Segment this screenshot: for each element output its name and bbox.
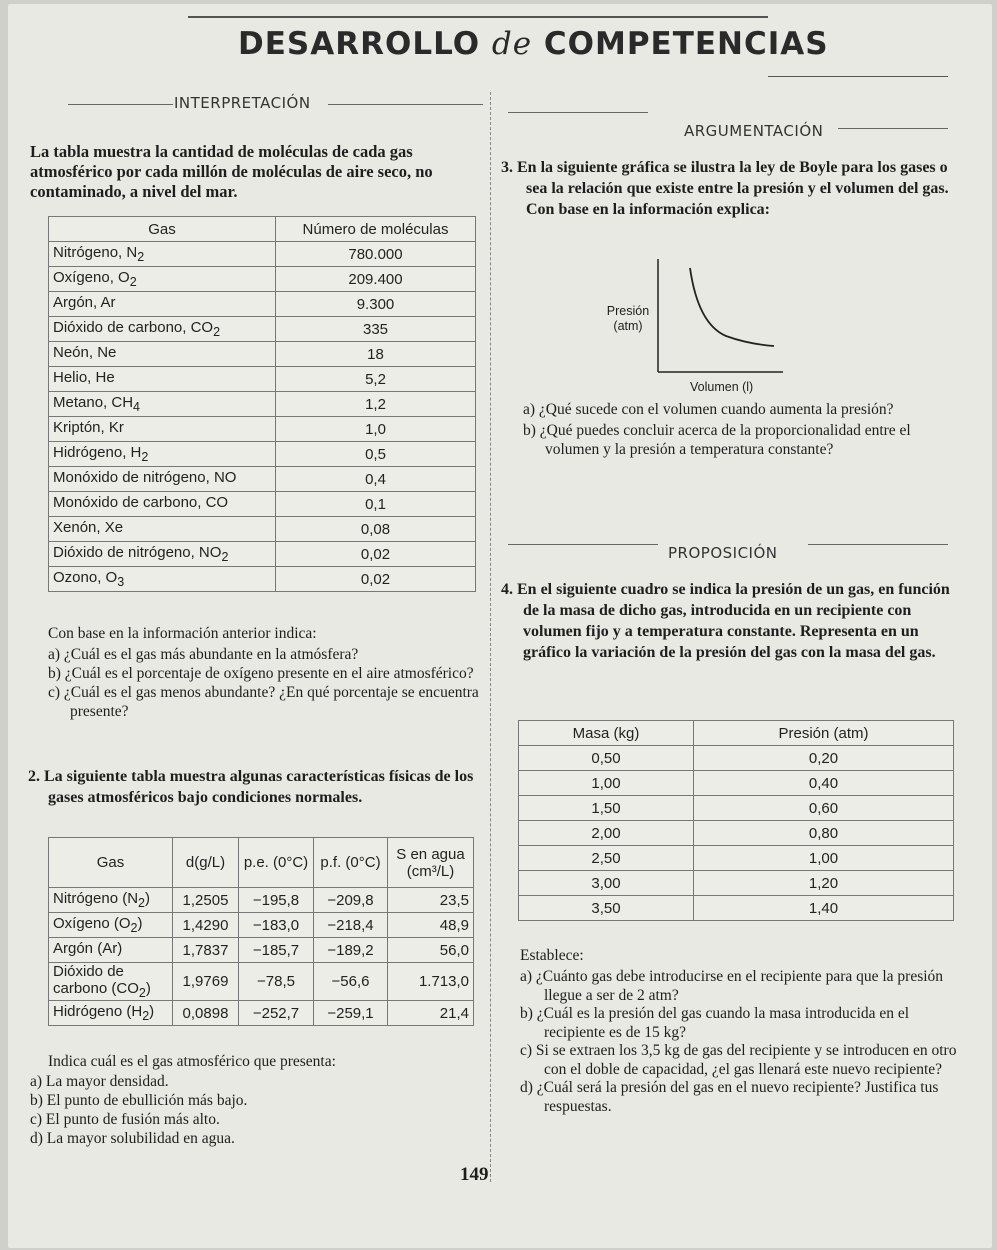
table-row	[49, 567, 476, 592]
gas-name-cell	[49, 938, 173, 963]
gas-subscript: 4	[133, 400, 140, 414]
table-row	[49, 542, 476, 567]
melting-point-cell: −189,2	[314, 938, 388, 963]
table-row	[49, 392, 476, 417]
table-gas-molecules	[48, 216, 476, 592]
gas-name-cell	[49, 267, 276, 292]
gas-name: Helio, He	[53, 369, 115, 386]
prop-rule-right	[808, 544, 948, 545]
gas-name: Dióxido de carbono, CO	[53, 319, 214, 336]
boiling-point-cell: −195,8	[239, 888, 314, 913]
gas-name: Dióxido de nitrógeno, NO	[53, 544, 222, 561]
question-4a: a) ¿Cuánto gas debe introducirse en el recipiente para que la presión llegue a ser de 2 atm?	[520, 968, 944, 1004]
molecule-count-cell: 18	[276, 342, 476, 367]
gas-name: Kriptón, Kr	[53, 419, 124, 436]
question-1-body: La tabla muestra la cantidad de moléculas de cada gas atmosférico por cada millón de moléculas de aire seco, no contaminado, a nivel del mar.	[30, 142, 433, 201]
pressure-cell: 1,00	[694, 846, 954, 871]
melting-point-cell: −56,6	[314, 963, 388, 1001]
question-4-intro: Establece:	[520, 947, 584, 964]
question-2d: d) La mayor solubilidad en agua.	[30, 1130, 235, 1147]
molecule-count-cell: 0,5	[276, 442, 476, 467]
question-2-list	[30, 1072, 470, 1148]
solubility-cell: 56,0	[388, 938, 474, 963]
boyle-law-graph	[648, 254, 788, 379]
density-cell: 1,2505	[173, 888, 239, 913]
density-cell: 1,7837	[173, 938, 239, 963]
gas-name-cell	[49, 242, 276, 267]
t2-header-gas: Gas	[49, 838, 173, 888]
gas-name-cell	[49, 292, 276, 317]
table-row	[49, 1001, 474, 1026]
boiling-point-cell: −252,7	[239, 1001, 314, 1026]
section-proposicion: PROPOSICIÓN	[668, 544, 778, 562]
gas-name-cell	[49, 317, 276, 342]
gas-subscript: 2	[221, 550, 229, 564]
col-header-moleculas: Número de moléculas	[276, 217, 476, 242]
t2-header-boiling: p.e. (0°C)	[239, 838, 314, 888]
table-row	[49, 242, 476, 267]
table-mass-pressure	[518, 720, 954, 921]
table-row	[49, 267, 476, 292]
gas-name: Monóxido de nitrógeno, NO	[53, 469, 237, 486]
textbook-page	[8, 4, 992, 1248]
mass-cell: 2,50	[519, 846, 694, 871]
solubility-cell: 23,5	[388, 888, 474, 913]
mass-cell: 1,50	[519, 796, 694, 821]
molecule-count-cell: 0,4	[276, 467, 476, 492]
question-4-text: 4. En el siguiente cuadro se indica la presión de un gas, en función de la masa de dicho gas, introducida en un recipiente con volumen fijo y a temperatura constante. Representa en un gráfico la variación de la presión del gas con la masa del gas.	[501, 581, 950, 661]
table-row	[519, 746, 954, 771]
title-word-de: de	[491, 26, 533, 62]
molecule-count-cell: 335	[276, 317, 476, 342]
gas-name: Hidrógeno, H	[53, 444, 142, 461]
gas-name-cell	[49, 913, 173, 938]
gas-name-cell	[49, 517, 276, 542]
solubility-cell: 1.713,0	[388, 963, 474, 1001]
table-row	[49, 938, 474, 963]
gas-name-part: )	[149, 1003, 155, 1020]
question-4-list	[520, 968, 958, 1116]
question-2b: b) El punto de ebullición más bajo.	[30, 1092, 248, 1109]
table-gas-properties	[48, 837, 474, 1026]
table-row	[49, 342, 476, 367]
mass-cell: 1,00	[519, 771, 694, 796]
interp-rule-right	[328, 104, 483, 105]
col-header-gas: Gas	[49, 217, 276, 242]
table-header-row	[49, 217, 476, 242]
title-word-1: DESARROLLO	[238, 26, 481, 62]
question-2a: a) La mayor densidad.	[30, 1073, 169, 1090]
gas-subscript: 2	[142, 1009, 150, 1023]
question-1-list	[48, 645, 488, 721]
gas-name-part: Dióxido de carbono (CO	[53, 963, 139, 997]
gas-name-part: )	[137, 915, 143, 932]
pressure-cell: 1,40	[694, 896, 954, 921]
table-row	[519, 846, 954, 871]
gas-name-cell	[49, 417, 276, 442]
question-3-text: 3. En la siguiente gráfica se ilustra la ley de Boyle para los gases o sea la relación que existe entre la presión y el volumen del gas. Con base en la información explica:	[501, 159, 949, 218]
question-2-text: 2. La siguiente tabla muestra algunas características físicas de los gases atmosféricos bajo condiciones normales.	[28, 768, 474, 806]
table-row	[49, 492, 476, 517]
question-1b: b) ¿Cuál es el porcentaje de oxígeno presente en el aire atmosférico?	[48, 665, 474, 682]
arg-rule-right	[838, 128, 948, 129]
gas-subscript: 3	[117, 575, 125, 589]
molecule-count-cell: 9.300	[276, 292, 476, 317]
table-row	[519, 896, 954, 921]
table3-header-row	[519, 721, 954, 746]
table-row	[49, 467, 476, 492]
table-row	[49, 317, 476, 342]
question-2c: c) El punto de fusión más alto.	[30, 1111, 220, 1128]
gas-subscript: 2	[141, 450, 149, 464]
mass-cell: 3,00	[519, 871, 694, 896]
question-1-intro: Con base en la información anterior indica:	[48, 625, 317, 642]
graph-y-label-2: (atm)	[613, 319, 643, 333]
gas-name-part: Oxígeno (O	[53, 915, 131, 932]
arg-rule-left	[508, 112, 648, 113]
table-row	[49, 963, 474, 1001]
question-3-list	[523, 400, 955, 459]
table-gas-properties-body	[49, 888, 474, 1026]
gas-name-part: Hidrógeno (H	[53, 1003, 143, 1020]
page-number: 149	[460, 1164, 489, 1185]
boiling-point-cell: −185,7	[239, 938, 314, 963]
molecule-count-cell: 0,02	[276, 542, 476, 567]
table-gas-molecules-body	[49, 242, 476, 592]
t2-header-melting: p.f. (0°C)	[314, 838, 388, 888]
t2-header-density: d(g/L)	[173, 838, 239, 888]
molecule-count-cell: 0,02	[276, 567, 476, 592]
table-mass-pressure-body	[519, 746, 954, 921]
gas-name-cell	[49, 442, 276, 467]
question-4d: d) ¿Cuál será la presión del gas en el nuevo recipiente? Justifica tus respuestas.	[520, 1079, 939, 1115]
melting-point-cell: −209,8	[314, 888, 388, 913]
gas-subscript: 2	[138, 896, 145, 910]
gas-name: Oxígeno, O	[53, 269, 130, 286]
table-row	[49, 888, 474, 913]
gas-name: Ozono, O	[53, 569, 118, 586]
gas-name-cell	[49, 392, 276, 417]
gas-name-cell	[49, 963, 173, 1001]
gas-name-cell	[49, 342, 276, 367]
gas-name-part: )	[145, 890, 150, 907]
mass-cell: 2,00	[519, 821, 694, 846]
title-rule-top	[188, 16, 768, 18]
graph-y-label-1: Presión	[606, 304, 650, 318]
molecule-count-cell: 1,0	[276, 417, 476, 442]
gas-name-cell	[49, 1001, 173, 1026]
table-row	[519, 771, 954, 796]
question-1c: c) ¿Cuál es el gas menos abundante? ¿En qué porcentaje se encuentra presente?	[48, 684, 479, 720]
t3-header-masa: Masa (kg)	[519, 721, 694, 746]
gas-name: Xenón, Xe	[53, 519, 124, 536]
density-cell: 0,0898	[173, 1001, 239, 1026]
molecule-count-cell: 780.000	[276, 242, 476, 267]
question-3a: a) ¿Qué sucede con el volumen cuando aumenta la presión?	[523, 401, 894, 418]
gas-name-cell	[49, 367, 276, 392]
question-4b: b) ¿Cuál es la presión del gas cuando la masa introducida en el recipiente es de 15 kg?	[520, 1005, 910, 1041]
boiling-point-cell: −183,0	[239, 913, 314, 938]
interp-rule-left	[68, 104, 173, 105]
gas-subscript: 2	[137, 250, 145, 264]
boiling-point-cell: −78,5	[239, 963, 314, 1001]
title-rule-bottom	[768, 76, 948, 77]
gas-subscript: 2	[138, 986, 146, 1000]
title-word-2: COMPETENCIAS	[543, 26, 829, 62]
density-cell: 1,9769	[173, 963, 239, 1001]
table2-header-row	[49, 838, 474, 888]
mass-cell: 3,50	[519, 896, 694, 921]
melting-point-cell: −259,1	[314, 1001, 388, 1026]
table-row	[49, 417, 476, 442]
question-1-text	[30, 142, 482, 202]
gas-subscript: 2	[129, 275, 137, 289]
table-row	[519, 871, 954, 896]
gas-subscript: 2	[130, 921, 138, 935]
molecule-count-cell: 5,2	[276, 367, 476, 392]
question-1a: a) ¿Cuál es el gas más abundante en la atmósfera?	[48, 646, 359, 663]
gas-name-cell	[49, 542, 276, 567]
gas-name-cell	[49, 888, 173, 913]
table-row	[49, 913, 474, 938]
pressure-cell: 0,40	[694, 771, 954, 796]
gas-name: Nitrógeno, N	[53, 244, 138, 261]
gas-subscript: 2	[213, 325, 221, 339]
question-2-intro: Indica cuál es el gas atmosférico que presenta:	[48, 1053, 336, 1070]
gas-name-part: Argón (Ar)	[53, 940, 123, 957]
table-row	[49, 367, 476, 392]
melting-point-cell: −218,4	[314, 913, 388, 938]
column-divider	[490, 92, 491, 1182]
density-cell: 1,4290	[173, 913, 239, 938]
solubility-cell: 21,4	[388, 1001, 474, 1026]
page-title	[238, 26, 829, 62]
gas-name: Metano, CH	[53, 394, 134, 411]
t2-header-solubility: S en agua (cm³/L)	[388, 838, 474, 888]
gas-name-cell	[49, 467, 276, 492]
molecule-count-cell: 1,2	[276, 392, 476, 417]
pressure-cell: 1,20	[694, 871, 954, 896]
gas-name-cell	[49, 492, 276, 517]
table-row	[49, 442, 476, 467]
solubility-cell: 48,9	[388, 913, 474, 938]
question-4c: c) Si se extraen los 3,5 kg de gas del recipiente y se introducen en otro con el doble de capacidad, ¿el gas llenará este nuevo recipiente?	[520, 1042, 957, 1078]
gas-name: Argón, Ar	[53, 294, 116, 311]
graph-curve	[690, 268, 774, 346]
gas-name-cell	[49, 567, 276, 592]
t3-header-presion: Presión (atm)	[694, 721, 954, 746]
pressure-cell: 0,60	[694, 796, 954, 821]
prop-rule-left	[508, 544, 658, 545]
molecule-count-cell: 209.400	[276, 267, 476, 292]
table-row	[49, 517, 476, 542]
pressure-cell: 0,20	[694, 746, 954, 771]
gas-name-part: )	[145, 980, 151, 997]
section-argumentacion: ARGUMENTACIÓN	[684, 122, 824, 140]
section-interpretacion: INTERPRETACIÓN	[174, 94, 311, 112]
question-3b: b) ¿Qué puedes concluir acerca de la proporcionalidad entre el volumen y la presión a temperatura constante?	[523, 422, 911, 458]
molecule-count-cell: 0,1	[276, 492, 476, 517]
mass-cell: 0,50	[519, 746, 694, 771]
molecule-count-cell: 0,08	[276, 517, 476, 542]
pressure-cell: 0,80	[694, 821, 954, 846]
gas-name: Monóxido de carbono, CO	[53, 494, 229, 511]
table-row	[519, 796, 954, 821]
table-row	[519, 821, 954, 846]
gas-name-part: Nitrógeno (N	[53, 890, 139, 907]
table-row	[49, 292, 476, 317]
graph-x-label: Volumen (l)	[690, 380, 754, 394]
gas-name: Neón, Ne	[53, 344, 117, 361]
